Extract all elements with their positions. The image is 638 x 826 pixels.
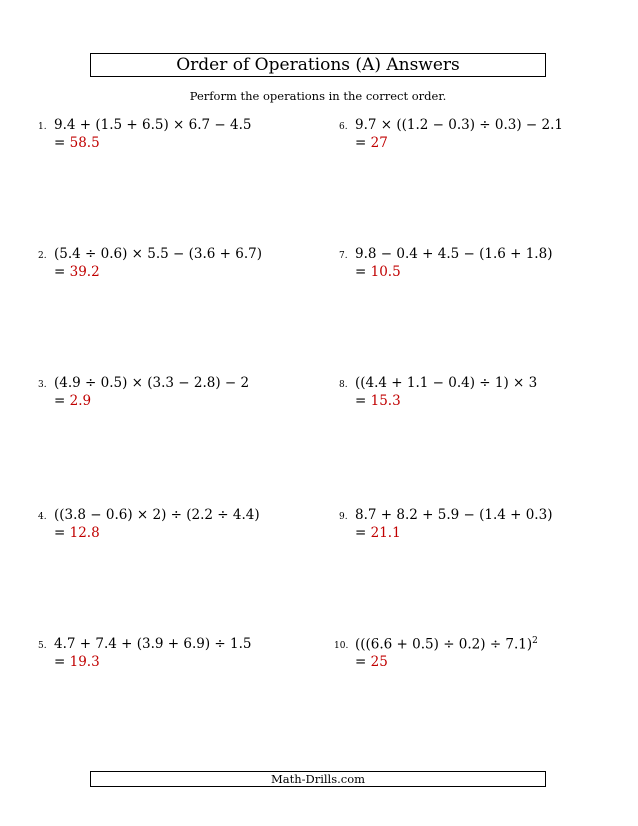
problem-expression: 9.4 + (1.5 + 6.5) × 6.7 − 4.5 xyxy=(54,117,252,133)
problem-number: 3. xyxy=(38,380,47,390)
problem-number: 4. xyxy=(38,512,47,522)
problem-expression: 8.7 + 8.2 + 5.9 − (1.4 + 0.3) xyxy=(355,507,553,523)
problem-answer xyxy=(54,135,100,151)
problem-answer xyxy=(355,654,388,670)
equals-sign: = xyxy=(54,264,66,280)
answer-value: 12.8 xyxy=(69,525,100,541)
answer-value: 21.1 xyxy=(370,525,401,541)
problem-expression: 9.8 − 0.4 + 4.5 − (1.6 + 1.8) xyxy=(355,246,553,262)
problem-expression: 9.7 × ((1.2 − 0.3) ÷ 0.3) − 2.1 xyxy=(355,117,563,133)
problem-number: 1. xyxy=(38,122,47,132)
instructions: Perform the operations in the correct order. xyxy=(189,89,447,103)
answer-value: 25 xyxy=(370,654,388,670)
answer-value: 15.3 xyxy=(370,393,401,409)
problem-answer xyxy=(355,525,401,541)
answer-value: 58.5 xyxy=(69,135,100,151)
problem-answer xyxy=(54,654,100,670)
page-title: Order of Operations (A) Answers xyxy=(90,53,546,77)
equals-sign: = xyxy=(355,654,367,670)
equals-sign: = xyxy=(355,135,367,151)
equals-sign: = xyxy=(54,525,66,541)
problem-number: 10. xyxy=(334,641,349,651)
problem-answer xyxy=(54,393,91,409)
expression-exponent: 2 xyxy=(532,636,538,646)
problem-number: 5. xyxy=(38,641,47,651)
problem-answer xyxy=(54,525,100,541)
problem-number: 9. xyxy=(339,512,348,522)
equals-sign: = xyxy=(355,393,367,409)
problem-number: 2. xyxy=(38,251,47,261)
problem-answer xyxy=(54,264,100,280)
equals-sign: = xyxy=(54,135,66,151)
equals-sign: = xyxy=(355,525,367,541)
footer: Math-Drills.com xyxy=(90,771,546,787)
equals-sign: = xyxy=(54,654,66,670)
answer-value: 19.3 xyxy=(69,654,100,670)
problem-expression: (4.9 ÷ 0.5) × (3.3 − 2.8) − 2 xyxy=(54,375,250,391)
problem-number: 7. xyxy=(339,251,348,261)
answer-value: 10.5 xyxy=(370,264,401,280)
equals-sign: = xyxy=(355,264,367,280)
problem-expression xyxy=(355,636,538,653)
problem-number: 8. xyxy=(339,380,348,390)
problem-answer xyxy=(355,135,388,151)
problem-number: 6. xyxy=(339,122,348,132)
answer-value: 2.9 xyxy=(69,393,92,409)
problem-expression: 4.7 + 7.4 + (3.9 + 6.9) ÷ 1.5 xyxy=(54,636,252,652)
problem-expression: ((4.4 + 1.1 − 0.4) ÷ 1) × 3 xyxy=(355,375,538,391)
problem-expression: ((3.8 − 0.6) × 2) ÷ (2.2 ÷ 4.4) xyxy=(54,507,260,523)
expression-base: (((6.6 + 0.5) ÷ 0.2) ÷ 7.1) xyxy=(355,636,533,653)
equals-sign: = xyxy=(54,393,66,409)
answer-value: 27 xyxy=(370,135,388,151)
problem-expression: (5.4 ÷ 0.6) × 5.5 − (3.6 + 6.7) xyxy=(54,246,262,262)
answer-value: 39.2 xyxy=(69,264,100,280)
problem-answer xyxy=(355,393,401,409)
problem-answer xyxy=(355,264,401,280)
